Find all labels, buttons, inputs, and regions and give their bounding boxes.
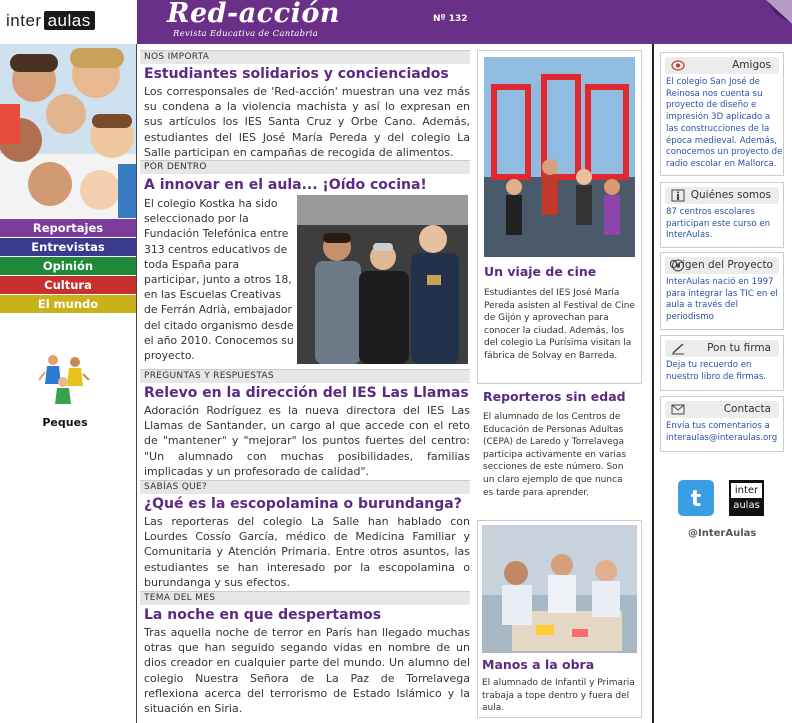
sidebar-origen-label: Origen del Proyecto [669,259,773,271]
article-summary: Tras aquella noche de terror en París han llegado muchas otras que han seguido segando vidas en nombre de un dios creador en cualquier parte del mundo. Un alumno del colegio Nuestra Señora de La Paz de Torrelavega reflexiona acerca del terrorismo de Estado Islámico y la situación en Siria. [144,626,470,716]
article-title[interactable]: Estudiantes solidarios y concienciados [144,66,449,82]
sidebar-firma-header[interactable] [665,340,779,357]
twitter-icon[interactable] [678,480,714,516]
at-icon [671,59,685,72]
brand-title[interactable]: Red-acción [167,0,340,29]
section-kicker: NOS IMPORTA [140,50,470,64]
feature-card [477,50,642,384]
sidebar-origen-header[interactable] [665,257,779,274]
film-festival-photo[interactable] [484,57,635,257]
feature-card-body: El alumnado de Infantil y Primaria trabaja a tope dentro y fuera del aula. [482,678,635,714]
masthead [137,0,792,44]
section-kicker: TEMA DEL MES [140,591,470,605]
nav-opinion[interactable]: Opinión [0,257,136,275]
article-summary: Los corresponsales de 'Red-acción' muestran una vez más su condena a la violencia machista y así lo expresan en sus artículos los IES Santa Cruz y Orbe Cano. Además, estudiantes del IES José María Pereda y del colegio La Salle participan en campañas de recogida de alimentos. [144,85,470,159]
sidebar-contacta-label: Contacta [723,403,771,415]
sidebar-amigos-text[interactable]: El colegio San José de Reinosa nos cuenta su proyecto de diseño e impresión 3D aplicado a las construcciones de la época medieval. Además, conocemos un proyecto de radio escolar en Mallorca. [666,77,783,169]
interaulas-logo[interactable] [6,10,95,32]
sidebar-quienes-label: Quiénes somos [690,189,771,201]
issue-number: Nº 132 [433,14,468,24]
left-sidebar [0,44,137,723]
sidebar-quienes-text[interactable]: 87 centros escolares participan este curso en InterAulas. [666,207,771,241]
sidebar-firma-text[interactable]: Deja tu recuerdo en nuestro libro de firmas. [666,360,767,382]
article-summary: Las reporteras del colegio La Salle han hablado con Lourdes Cossío García, médico de Medicina Familiar y Comunitaria y Atención Primaria. Entre otros asuntos, las estudiantes se han interesado por la escopolamina o burundanga y sus efectos. [144,515,470,589]
article-title[interactable]: A innovar en el aula... ¡Oído cocina! [144,177,427,193]
twitter-handle[interactable]: @InterAulas [688,528,757,539]
nav-cultura[interactable]: Cultura [0,276,136,294]
feature-card [477,520,642,718]
article-summary: Adoración Rodríguez es la nueva directora del IES Las Llamas de Santander, un cargo al que accede con el reto de "mantener" y "mejorar" los puntos fuertes del centro: "Un alumnado con muchas posibilidades, familias implicadas y un profesorado de calidad". [144,404,470,478]
peques-label: Peques [42,416,88,429]
svg-text:t: t [690,487,702,512]
logo-text-aulas: aulas [44,11,95,30]
article-title[interactable]: La noche en que despertamos [144,607,382,623]
sidebar-box-quienes-somos [660,182,784,248]
sidebar-origen-text[interactable]: InterAulas nació en 1997 para integrar las TIC en el aula a través del periodismo [666,277,778,323]
sidebar-box-origen [660,252,784,330]
right-divider [652,44,654,723]
social-logo-aulas: aulas [733,500,760,511]
section-kicker: POR DENTRO [140,160,470,174]
feature-card-title[interactable]: Un viaje de cine [484,264,597,279]
interaulas-social-logo[interactable] [729,480,764,516]
chefs-photo[interactable] [297,195,468,364]
sidebar-firma-label: Pon tu firma [707,342,771,354]
social-logo-inter: inter [731,483,762,498]
info-icon [671,189,685,202]
section-nav [0,219,136,314]
nav-entrevistas[interactable]: Entrevistas [0,238,136,256]
pen-icon [671,342,685,355]
sidebar-amigos-header[interactable] [665,57,779,74]
sidebar-contacta-header[interactable] [665,401,779,418]
sidebar-box-firma [660,335,784,391]
peques-link[interactable] [34,350,96,429]
sidebar-amigos-label: Amigos [732,59,771,71]
feature-card-title[interactable]: Reporteros sin edad [483,389,626,404]
sidebar-box-contacta [660,396,784,452]
brand-subtitle: Revista Educativa de Cantabria [173,29,319,39]
children-dancing-icon [39,350,91,410]
section-kicker: SABÍAS QUE? [140,480,470,494]
nav-reportajes[interactable]: Reportajes [0,219,136,237]
hero-children-photo [0,44,136,218]
feature-card-body: El alumnado de los Centros de Educación de Personas Adultas (CEPA) de Laredo y Torrelavega participa activamente en varias secciones de este número. Son un claro ejemplo de que nunca es tarde para aprender. [483,412,627,498]
article-title[interactable]: ¿Qué es la escopolamina o burundanga? [144,496,462,512]
kids-workshop-photo[interactable] [482,525,637,653]
feature-card-title[interactable]: Manos a la obra [482,657,595,672]
nav-el-mundo[interactable]: El mundo [0,295,136,313]
article-summary: El colegio Kostka ha sido seleccionado por la Fundación Telefónica entre 313 centros educativos de toda España para participar, junto a otros 18, en las Escuelas Creativas de Ferrán Adrià, embajador del citado organismo desde el año 2010. Conocemos su proyecto. [144,197,294,363]
mail-icon [671,403,685,416]
feature-card-body: Estudiantes del IES José María Pereda asisten al Festival de Cine de Gijón y aprovechan para conocer la ciudad. Además, los del colegio La Purísima visitan la fábrica de Solvay en Barreda. [484,288,635,361]
section-kicker: PREGUNTAS Y RESPUESTAS [140,369,470,383]
sidebar-box-amigos [660,52,784,176]
page-curl-icon [766,0,792,24]
sidebar-quienes-header[interactable] [665,187,779,204]
logo-text-inter: inter [6,11,42,30]
sidebar-contacta-text[interactable]: Envía tus comentarios a interaulas@interaulas.org [666,421,778,443]
article-title[interactable]: Relevo en la dirección del IES Las Llamas [144,385,469,401]
